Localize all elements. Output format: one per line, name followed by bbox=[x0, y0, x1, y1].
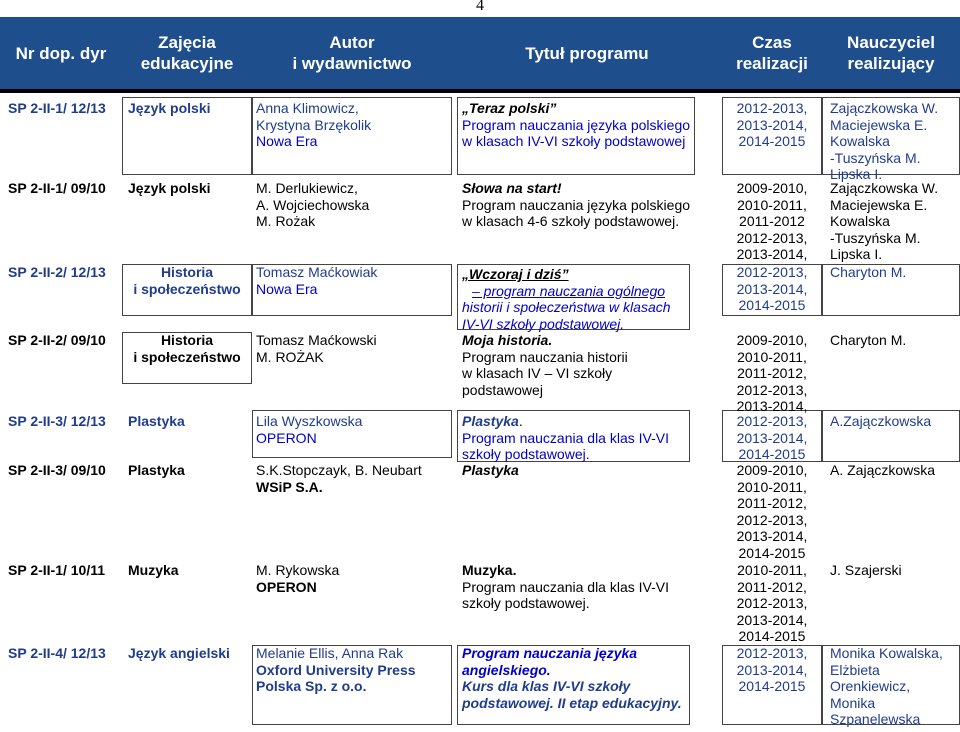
row-years: 2009-2010, 2010-2011, 2011-2012, 2012-2013, 2013-2014, 2014-2015 bbox=[736, 462, 808, 561]
row-teacher: A. Zajączkowska bbox=[830, 462, 936, 478]
row-author: Lila Wyszkowska OPERON bbox=[256, 413, 363, 446]
row-nr: SP 2-II-2/ 09/10 bbox=[8, 332, 106, 348]
row-title: Słowa na start! Program nauczania języka polskiego w klasach 4-6 szkoły podstawowej. bbox=[462, 180, 691, 229]
row-author: Tomasz Maćkowski M. ROŻAK bbox=[256, 332, 377, 365]
header-tytul: Tytuł programu bbox=[525, 43, 649, 63]
row-years: 2012-2013, 2013-2014, 2014-2015 bbox=[736, 264, 808, 313]
header-nr: Nr dop. dyr bbox=[15, 43, 107, 63]
row-title: Program nauczania języka angielskiego. Kurs dla klas IV-VI szkoły podstawowej. II etap edukacyjny. bbox=[462, 645, 682, 711]
header-czas: Czas realizacji bbox=[736, 33, 808, 73]
row-subject: Język polski bbox=[128, 180, 211, 196]
row-teacher: J. Szajerski bbox=[830, 562, 902, 578]
row-nr: SP 2-II-3/ 09/10 bbox=[8, 462, 106, 478]
row-years: 2009-2010, 2010-2011, 2011-2012, 2012-2013, 2013-2014, bbox=[736, 332, 808, 414]
row-title: „Teraz polski” Program nauczania języka polskiego w klasach IV-VI szkoły podstawowej bbox=[462, 100, 691, 149]
row-years: 2012-2013, 2013-2014, 2014-2015 bbox=[736, 100, 808, 149]
row-author: S.K.Stopczayk, B. Neubart WSiP S.A. bbox=[256, 462, 422, 495]
row-years: 2009-2010, 2010-2011, 2011-2012 2012-2013, 2013-2014, bbox=[736, 180, 808, 262]
row-author: Anna Klimowicz, Krystyna Brzękolik Nowa Era bbox=[256, 100, 372, 149]
row-nr: SP 2-II-2/ 12/13 bbox=[8, 264, 106, 280]
row-years: 2012-2013, 2013-2014, 2014-2015 bbox=[736, 413, 808, 462]
row-title: Plastyka bbox=[462, 462, 519, 478]
header-autor: Autor i wydawnictwo bbox=[292, 33, 412, 73]
row-title: „Wczoraj i dziś” – program nauczania ogólnego historii i społeczeństwa w klasach IV-VI szkoły podstawowej. bbox=[462, 266, 671, 332]
row-nr: SP 2-II-1/ 12/13 bbox=[8, 100, 106, 116]
row-years: 2012-2013, 2013-2014, 2014-2015 bbox=[736, 645, 808, 694]
row-author: M. Rykowska OPERON bbox=[256, 562, 340, 595]
row-nr: SP 2-II-1/ 09/10 bbox=[8, 180, 106, 196]
row-author: Tomasz Maćkowiak Nowa Era bbox=[256, 264, 378, 297]
header-nauczyciel: Nauczyciel realizujący bbox=[847, 33, 935, 73]
table-header bbox=[0, 17, 960, 93]
row-nr: SP 2-II-3/ 12/13 bbox=[8, 413, 106, 429]
row-title: Plastyka. Program nauczania dla klas IV-VI szkoły podstawowej. bbox=[462, 413, 669, 462]
row-subject: Historia i społeczeństwo bbox=[133, 332, 241, 365]
row-author: M. Derlukiewicz, A. Wojciechowska M. Rożak bbox=[256, 180, 370, 229]
row-subject: Muzyka bbox=[128, 562, 179, 578]
row-title: Moja historia. Program nauczania historii w klasach IV – VI szkoły podstawowej bbox=[462, 332, 628, 398]
row-subject: Język polski bbox=[128, 100, 211, 116]
row-author: Melanie Ellis, Anna Rak Oxford University Press Polska Sp. z o.o. bbox=[256, 645, 416, 694]
row-teacher: Charyton M. bbox=[830, 332, 907, 348]
row-years: 2010-2011, 2011-2012, 2012-2013, 2013-2014, 2014-2015 bbox=[736, 562, 808, 644]
header-zajecia: Zajęcia edukacyjne bbox=[140, 33, 234, 73]
row-title: Muzyka. Program nauczania dla klas IV-VI szkoły podstawowej. bbox=[462, 562, 669, 611]
row-subject: Plastyka bbox=[128, 413, 185, 429]
row-nr: SP 2-II-4/ 12/13 bbox=[8, 645, 106, 661]
row-teacher: Monika Kowalska, Elżbieta Orenkiewicz, Monika Szpanelewska bbox=[830, 645, 943, 727]
row-teacher: Zajączkowska W. Maciejewska E. Kowalska -Tuszyńska M. Lipska I. bbox=[830, 180, 939, 262]
row-subject: Historia i społeczeństwo bbox=[133, 264, 241, 297]
page-number: 4 bbox=[476, 0, 484, 14]
row-subject: Język angielski bbox=[128, 645, 230, 661]
row-subject: Plastyka bbox=[128, 462, 185, 478]
row-teacher: Charyton M. bbox=[830, 264, 907, 280]
row-nr: SP 2-II-1/ 10/11 bbox=[8, 562, 106, 578]
row-teacher: Zajączkowska W. Maciejewska E. Kowalska -Tuszyńska M. Lipska I. bbox=[830, 100, 939, 182]
row-teacher: A.Zajączkowska bbox=[830, 413, 932, 429]
